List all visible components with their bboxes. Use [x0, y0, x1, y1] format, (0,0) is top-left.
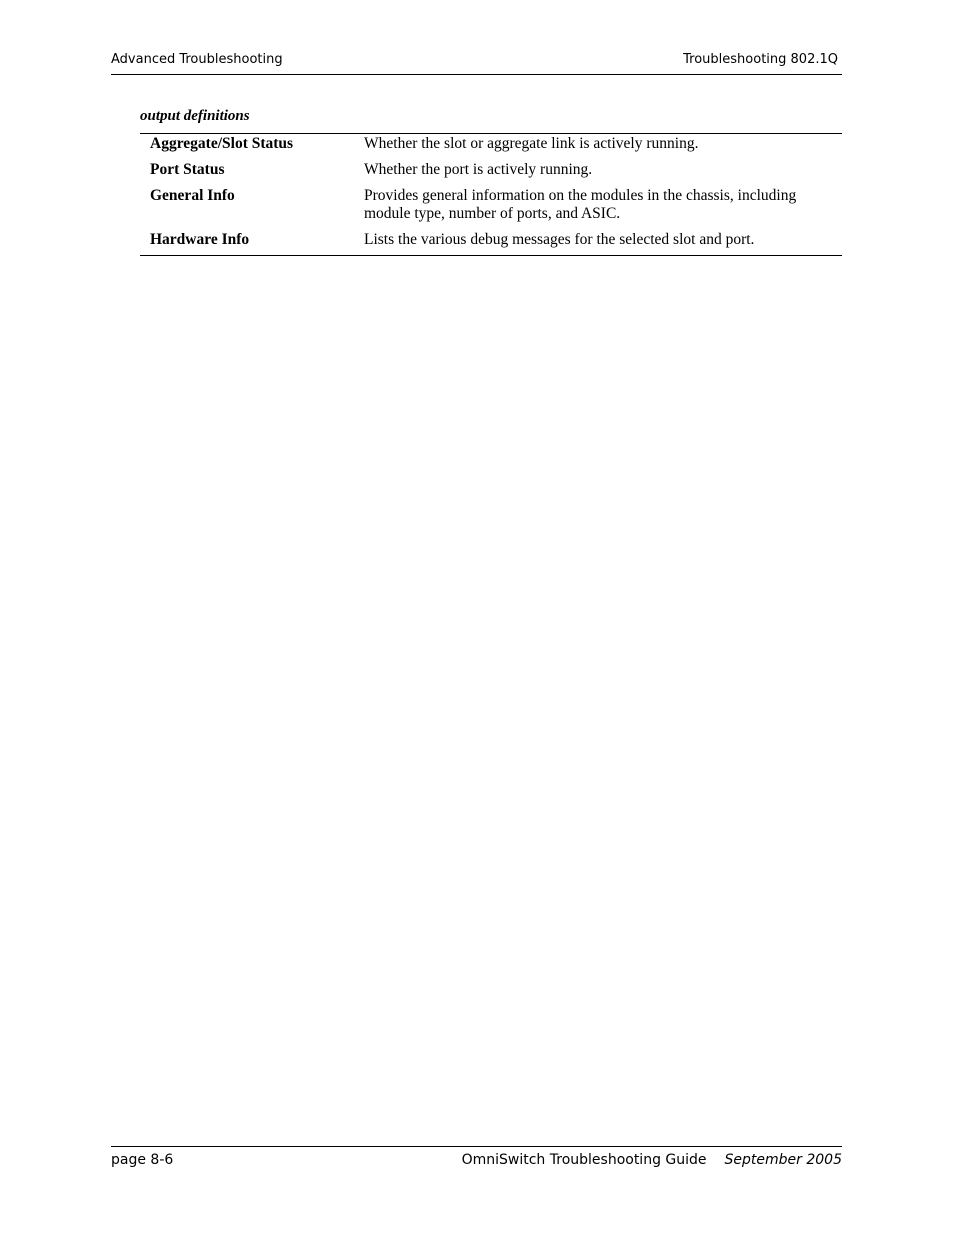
- output-definitions-heading: output definitions: [140, 108, 250, 124]
- definition-row: [140, 187, 842, 223]
- running-footer: [111, 1146, 842, 1168]
- header-chapter-title: Advanced Troubleshooting: [111, 52, 283, 67]
- definition-description: Provides general information on the modules in the chassis, including module type, number of ports, and ASIC.: [364, 187, 797, 222]
- page-number: page 8-6: [111, 1152, 174, 1168]
- definition-description: Whether the slot or aggregate link is actively running.: [364, 135, 699, 152]
- guide-title: OmniSwitch Troubleshooting Guide: [461, 1152, 707, 1168]
- definition-term: Hardware Info: [150, 231, 250, 248]
- definition-term: Port Status: [150, 161, 225, 178]
- definition-row: [140, 135, 842, 153]
- definition-row: [140, 231, 842, 249]
- header-section-title: Troubleshooting 802.1Q: [683, 52, 838, 67]
- footer-right-group: [462, 1152, 842, 1168]
- definition-description: Lists the various debug messages for the selected slot and port.: [364, 231, 755, 248]
- definition-row: [140, 161, 842, 179]
- definition-term: Aggregate/Slot Status: [150, 135, 294, 152]
- running-header: [111, 50, 842, 75]
- definition-description: Whether the port is actively running.: [364, 161, 593, 178]
- publication-date: September 2005: [724, 1152, 842, 1168]
- output-definitions-table: [140, 133, 842, 256]
- definition-term: General Info: [150, 187, 235, 204]
